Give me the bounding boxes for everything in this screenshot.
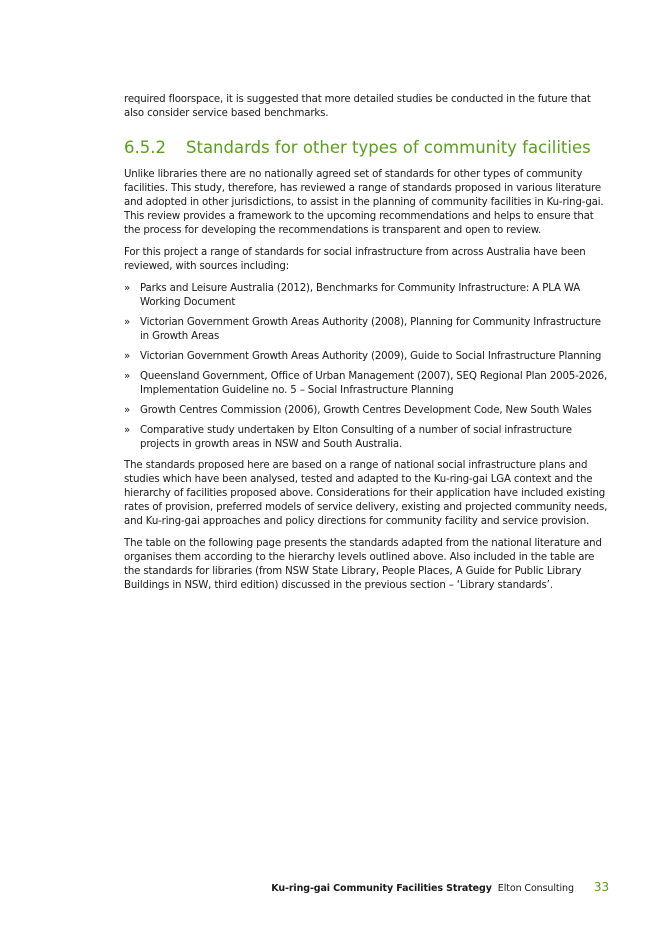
paragraph-table-description: The table on the following page presents the standards adapted from the national literature and organises them according to the hierarchy levels outlined above. Also included in the table are the standards for libraries (from NSW State Library, People Places, A Guide for Public Library Buildings in NSW, third edition) discussed in the previous section – ‘Library standards’. xyxy=(124,538,602,591)
page-footer xyxy=(271,880,609,894)
list-item xyxy=(124,370,609,398)
list-item xyxy=(124,404,609,418)
list-item xyxy=(124,424,609,452)
list-item-text: Comparative study undertaken by Elton Consulting of a number of social infrastructure projects in growth areas in NSW and South Australia. xyxy=(140,425,572,450)
bullet-marker: » xyxy=(124,317,131,328)
section-heading xyxy=(124,138,609,158)
list-item-text: Growth Centres Commission (2006), Growth Centres Development Code, New South Wales xyxy=(140,405,592,416)
list-item-text: Victorian Government Growth Areas Authority (2008), Planning for Community Infrastructure in Growth Areas xyxy=(140,317,601,342)
intro-paragraph: required floorspace, it is suggested that more detailed studies be conducted in the future that also consider service based benchmarks. xyxy=(124,94,591,119)
list-item-text: Parks and Leisure Australia (2012), Benchmarks for Community Infrastructure: A PLA WA Working Document xyxy=(140,283,581,308)
list-item xyxy=(124,316,609,344)
section-title: Standards for other types of community facilities xyxy=(186,138,591,157)
sources-list xyxy=(124,282,609,452)
bullet-marker: » xyxy=(124,405,131,416)
bullet-marker: » xyxy=(124,425,131,436)
list-item xyxy=(124,350,609,364)
section-number: 6.5.2 xyxy=(124,138,166,157)
bullet-marker: » xyxy=(124,283,131,294)
list-item-text: Queensland Government, Office of Urban Management (2007), SEQ Regional Plan 2005-2026, Implementation Guideline no. 5 – Social Infrastructure Planning xyxy=(140,371,608,396)
list-item xyxy=(124,282,609,310)
page-number: 33 xyxy=(593,880,609,894)
list-item-text: Victorian Government Growth Areas Authority (2009), Guide to Social Infrastructure Planning xyxy=(140,351,602,362)
bullet-marker: » xyxy=(124,371,131,382)
bullet-marker: » xyxy=(124,351,131,362)
paragraph-sources-intro: For this project a range of standards for social infrastructure from across Australia have been reviewed, with sources including: xyxy=(124,247,586,272)
footer-organisation: Elton Consulting xyxy=(497,883,574,894)
page-content xyxy=(124,93,609,601)
paragraph-standards-review: Unlike libraries there are no nationally agreed set of standards for other types of community facilities. This study, therefore, has reviewed a range of standards proposed in various literature and adopted in other jurisdictions, to assist in the planning of community facilities in Ku-ring-gai. This review provides a framework to the upcoming recommendations and helps to ensure that the process for developing the recommendations is transparent and open to review. xyxy=(124,169,604,236)
footer-document-title: Ku-ring-gai Community Facilities Strategy xyxy=(271,883,492,894)
paragraph-standards-basis: The standards proposed here are based on a range of national social infrastructure plans and studies which have been analysed, tested and adapted to the Ku-ring-gai LGA context and the hierarchy of facilities proposed above. Considerations for their application have included existing rates of provision, preferred models of service delivery, existing and projected community needs, and Ku-ring-gai approaches and policy directions for community facility and service provision. xyxy=(124,460,608,527)
